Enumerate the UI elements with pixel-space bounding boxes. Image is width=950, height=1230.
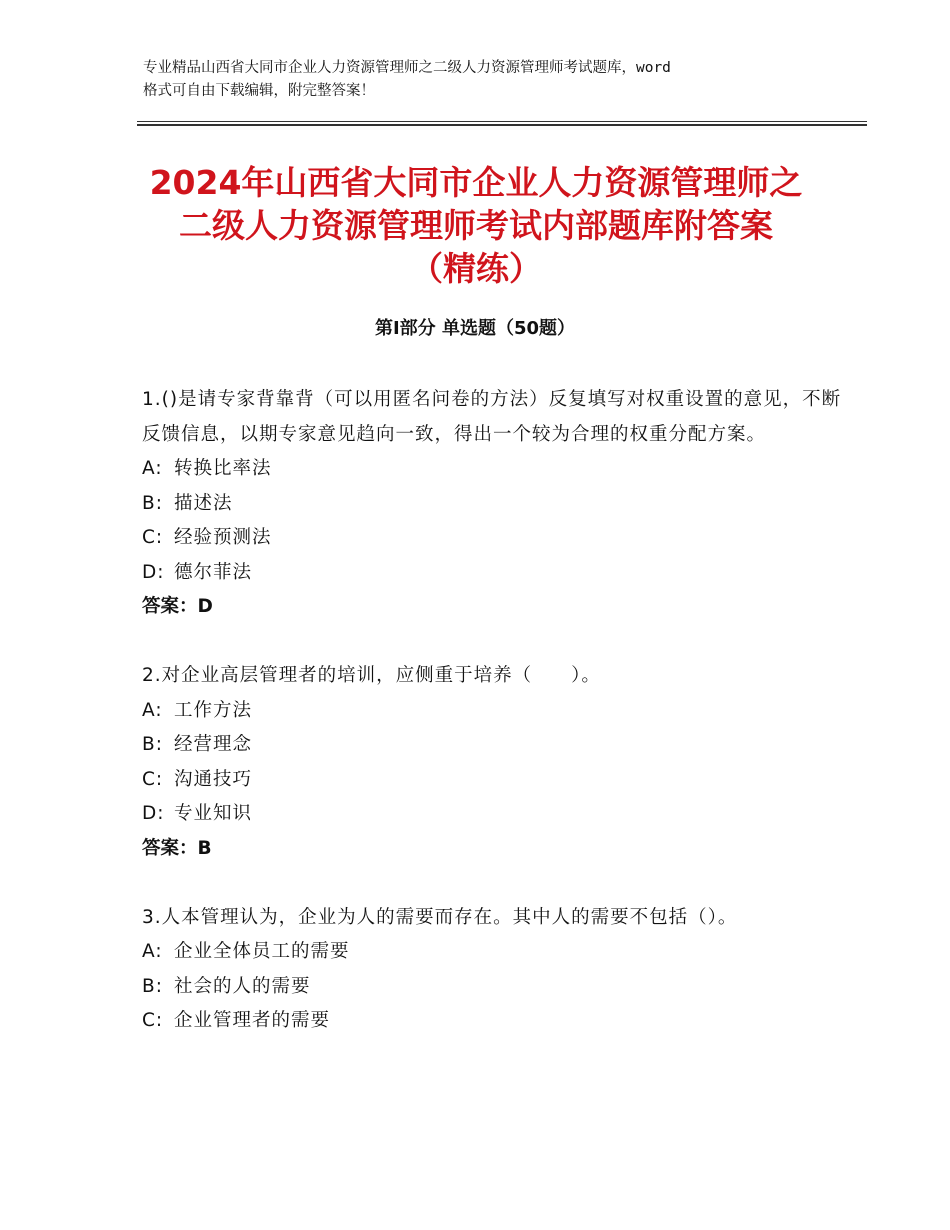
option-c: [142, 763, 842, 798]
option-letter: C:: [142, 768, 164, 790]
option-text: 转换比率法: [174, 458, 272, 479]
option-a: [142, 452, 842, 487]
header-note-line-1: 专业精品山西省大同市企业人力资源管理师之二级人力资源管理师考试题库，word: [143, 60, 671, 76]
section-heading: 第I部分 单选题（50题）: [374, 318, 575, 339]
question-text: 3.人本管理认为，企业为人的需要而存在。其中人的需要不包括（）。: [142, 906, 738, 928]
question-text: 2.对企业高层管理者的培训，应侧重于培养（ ）。: [142, 665, 601, 686]
option-a: [142, 694, 842, 729]
header-note-line-2: 格式可自由下载编辑，附完整答案！: [143, 83, 375, 99]
option-text: 经营理念: [174, 734, 253, 755]
question-1: [142, 383, 842, 625]
option-letter: D:: [142, 561, 165, 583]
header-rule-top: [137, 121, 867, 122]
option-text: 描述法: [174, 492, 233, 514]
option-text: 工作方法: [174, 699, 253, 721]
title-line-2: 二级人力资源管理师考试内部题库附答案: [179, 206, 773, 245]
option-text: 企业全体员工的需要: [174, 941, 350, 962]
question-text: 1.()是请专家背靠背（可以用匿名问卷的方法）反复填写对权重设置的意见，不断反馈信息，以期专家意见趋向一致，得出一个较为合理的权重分配方案。: [142, 389, 842, 445]
option-b: [142, 728, 842, 763]
document-title: [120, 161, 832, 290]
question-list: [142, 383, 842, 1039]
option-letter: B:: [142, 734, 163, 755]
option-letter: A:: [142, 458, 163, 479]
option-c: [142, 521, 842, 556]
option-text: 经验预测法: [174, 527, 272, 548]
option-text: 专业知识: [174, 803, 253, 824]
option-b: [142, 970, 842, 1005]
option-d: [142, 797, 842, 832]
option-letter: B:: [142, 975, 163, 997]
option-d: [142, 556, 842, 591]
option-letter: C:: [142, 527, 164, 548]
option-letter: A:: [142, 699, 163, 721]
header-note: [143, 57, 823, 103]
option-letter: D:: [142, 803, 165, 824]
option-letter: A:: [142, 941, 163, 962]
option-text: 德尔菲法: [174, 561, 253, 583]
title-line-1: 2024年山西省大同市企业人力资源管理师之: [149, 163, 803, 202]
title-line-3: （精练）: [410, 249, 542, 288]
option-letter: B:: [142, 492, 163, 514]
option-b: [142, 487, 842, 522]
answer-label: 答案：D: [142, 596, 213, 617]
header-rule-bottom: [137, 124, 867, 126]
option-letter: C:: [142, 1010, 164, 1031]
question-3: [142, 901, 842, 1039]
option-text: 企业管理者的需要: [174, 1010, 331, 1031]
option-a: [142, 935, 842, 970]
question-2: [142, 659, 842, 866]
option-c: [142, 1004, 842, 1039]
option-text: 社会的人的需要: [174, 975, 311, 997]
answer-label: 答案：B: [142, 837, 212, 859]
option-text: 沟通技巧: [174, 768, 253, 790]
